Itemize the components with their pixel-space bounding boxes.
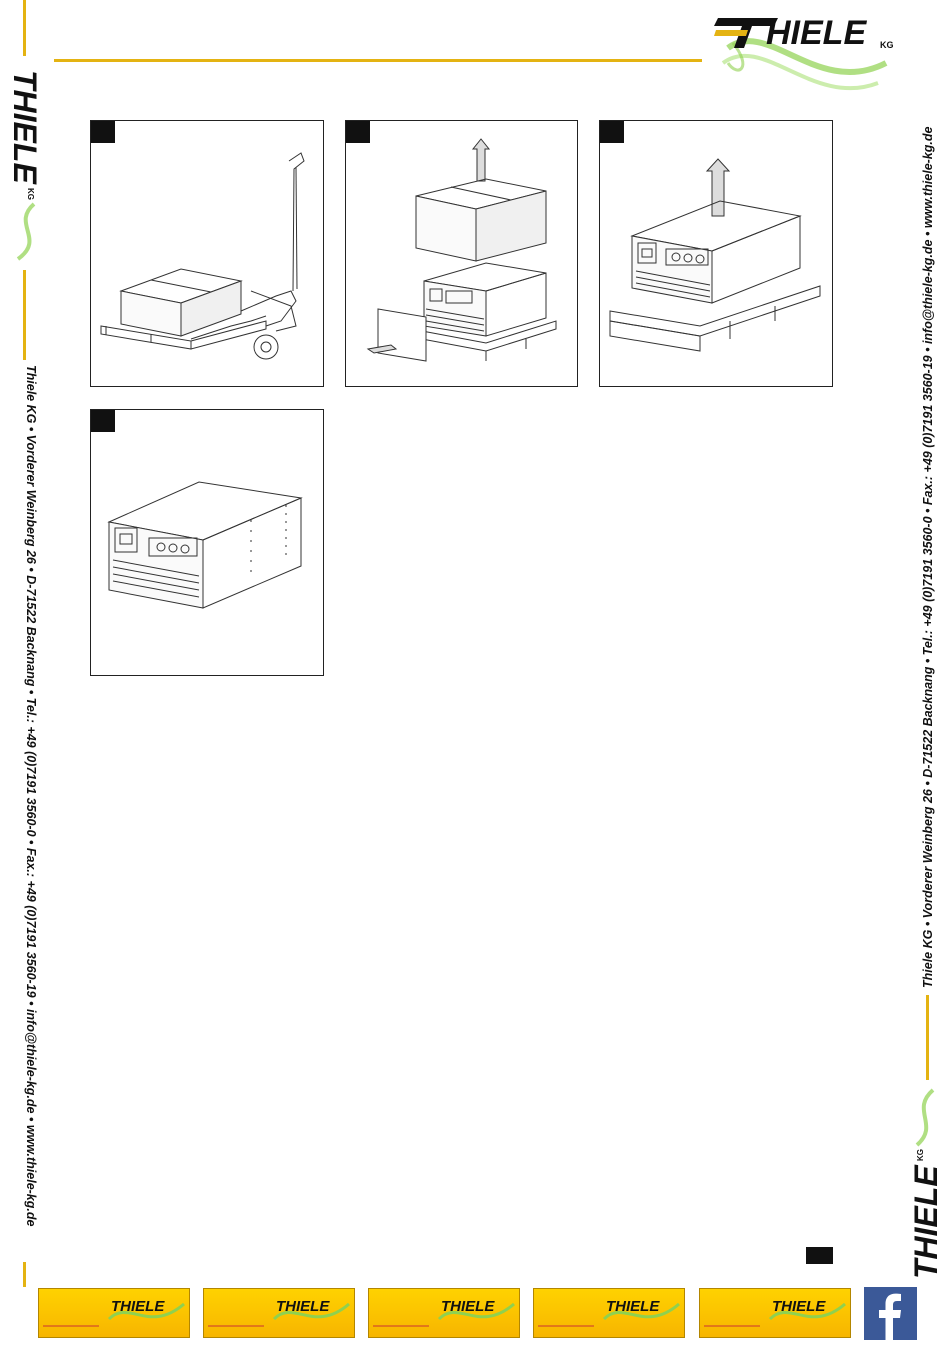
company-logo xyxy=(708,8,893,108)
lift-ups-icon xyxy=(600,121,832,386)
footer-button-4[interactable] xyxy=(533,1288,685,1338)
right-contact-text: Thiele KG • Vorderer Weinberg 26 • D-71522 Backnang • Tel.: +49 (0)7191 3560-0 • Fax.: +49 (0)7191 3560-19 • info@thiele-kg.de • www.thiele-kg.de xyxy=(921,126,935,988)
right-accent-line-bottom xyxy=(926,995,929,1080)
right-vertical-logo xyxy=(905,1085,945,1285)
svg-text:THIELE: THIELE xyxy=(111,1298,165,1315)
svg-text:KG: KG xyxy=(916,1149,925,1161)
left-accent-line-end xyxy=(23,1262,26,1287)
step-1-panel xyxy=(90,120,324,387)
left-contact-text: Thiele KG • Vorderer Weinberg 26 • D-71522 Backnang • Tel.: +49 (0)7191 3560-0 • Fax.: +49 (0)7191 3560-19 • info@thiele-kg.de • www.thiele-kg.de xyxy=(24,365,38,1227)
svg-text:THIELE: THIELE xyxy=(908,1165,944,1279)
remove-box-icon xyxy=(346,121,577,386)
svg-text:THIELE: THIELE xyxy=(7,70,43,184)
footer-button-3[interactable] xyxy=(368,1288,520,1338)
svg-text:KG: KG xyxy=(26,188,35,200)
left-accent-line-top xyxy=(23,0,26,56)
svg-text:THIELE: THIELE xyxy=(276,1298,330,1315)
svg-text:HIELE: HIELE xyxy=(766,14,867,52)
svg-text:KG: KG xyxy=(880,40,893,50)
facebook-icon[interactable] xyxy=(864,1287,917,1340)
footer-button-1[interactable] xyxy=(38,1288,190,1338)
ups-unit-icon xyxy=(91,410,323,675)
footer-button-2[interactable] xyxy=(203,1288,355,1338)
svg-text:THIELE: THIELE xyxy=(772,1298,826,1315)
svg-text:THIELE: THIELE xyxy=(441,1298,495,1315)
page-number-box xyxy=(806,1247,833,1264)
step-4-panel xyxy=(90,409,324,676)
header-rule xyxy=(54,59,702,62)
step-2-panel xyxy=(345,120,578,387)
svg-text:THIELE: THIELE xyxy=(606,1298,660,1315)
left-vertical-logo xyxy=(6,64,46,264)
step-3-panel xyxy=(599,120,833,387)
left-accent-line-bottom xyxy=(23,270,26,360)
footer-button-5[interactable] xyxy=(699,1288,851,1338)
pallet-jack-box-icon xyxy=(91,121,323,386)
